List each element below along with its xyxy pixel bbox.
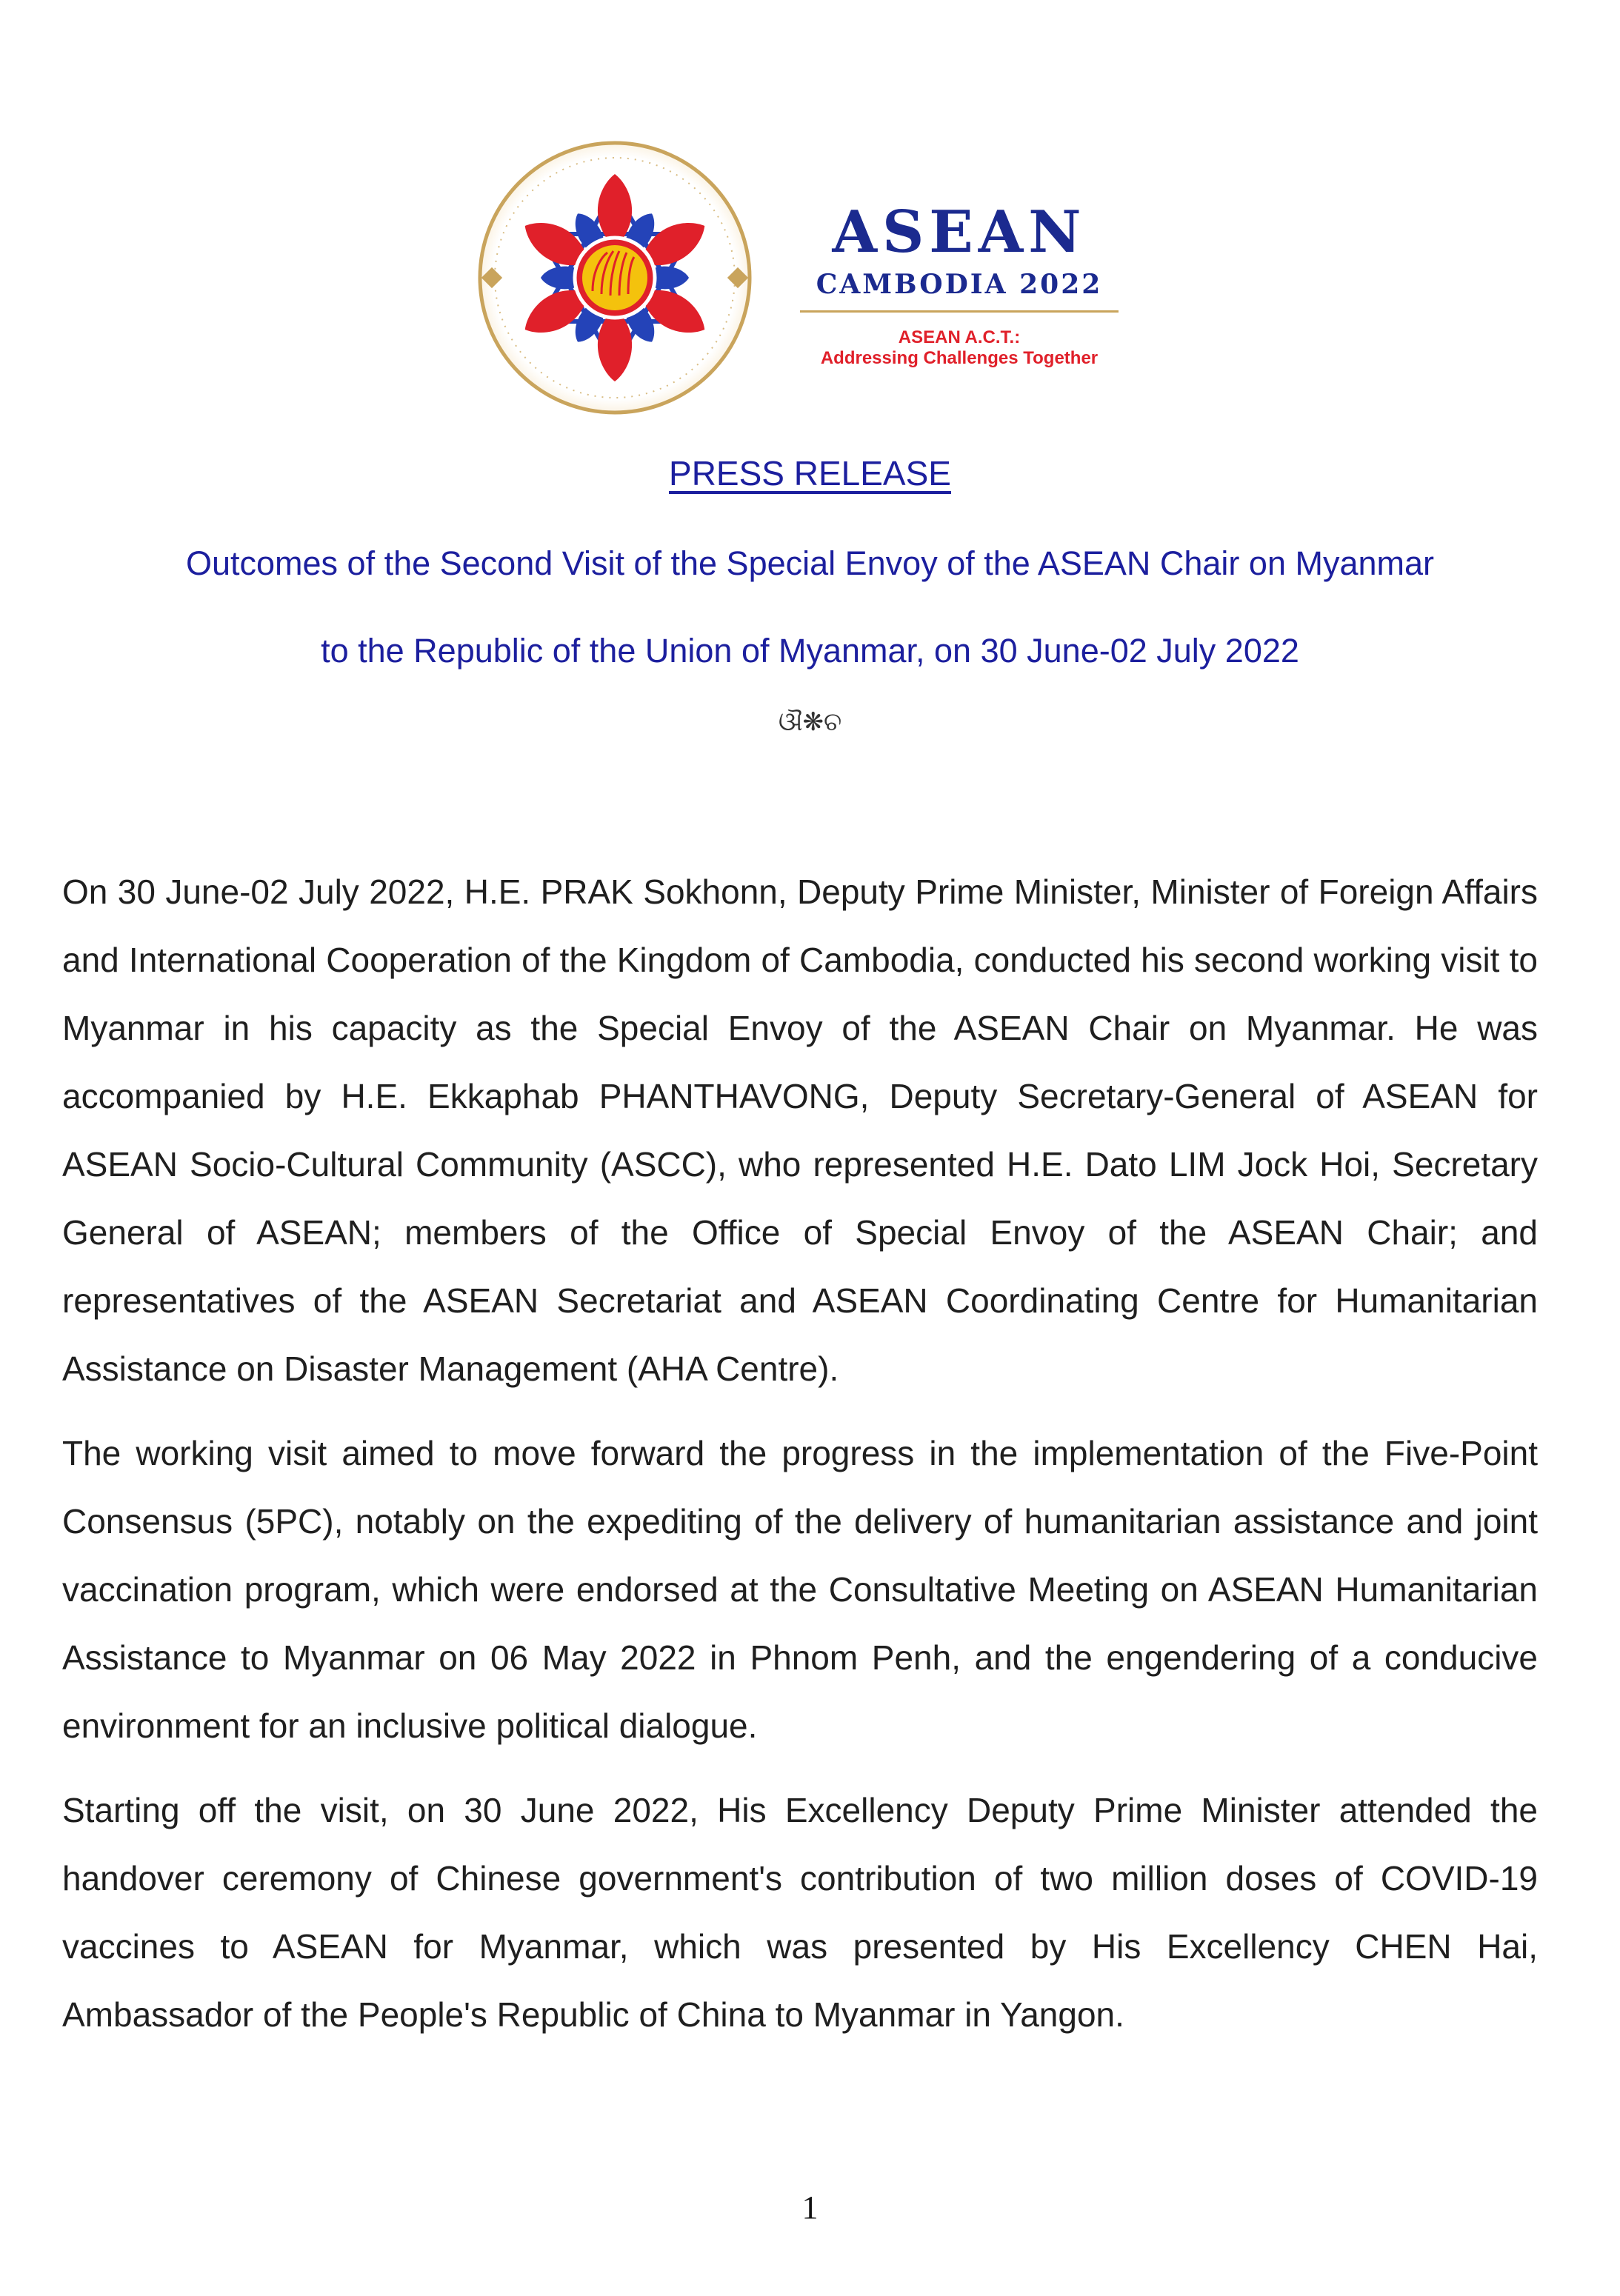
page-number: 1 — [801, 2189, 819, 2226]
document-title-line1: Outcomes of the Second Visit of the Special Envoy of the ASEAN Chair on Myanmar — [185, 544, 1435, 582]
paragraph-1: On 30 June-02 July 2022, H.E. PRAK Sokhonn, Deputy Prime Minister, Minister of Foreign Affairs and International Cooperation of the Kingdom of Cambodia, conducted his second working visit to Myanmar in his capacity as the Special Envoy of the ASEAN Chair on Myanmar. He was accompanied by H.E. Ekkaphab PHANTHAVONG, Deputy Secretary-General of ASEAN for ASEAN Socio-Cultural Community (ASCC), who represented H.E. Dato LIM Jock Hoi, Secretary General of ASEAN; members of the Office of Special Envoy of the ASEAN Chair; and representatives of the ASEAN Secretariat and ASEAN Coordinating Centre for Humanitarian Assistance on Disaster Management (AHA Centre). — [62, 872, 1538, 1388]
paragraph-2: The working visit aimed to move forward the progress in the implementation of the Five-Point Consensus (5PC), notably on the expediting of the delivery of humanitarian assistance and joint vaccination program, which were endorsed at the Consultative Meeting on ASEAN Humanitarian Assistance to Myanmar on 06 May 2022 in Phnom Penh, and the engendering of a conducive environment for an inclusive political dialogue. — [62, 1434, 1538, 1745]
asean-cambodia-emblem — [474, 137, 756, 418]
brand-theme-line1: ASEAN A.C.T.: — [898, 327, 1021, 347]
press-release-label: PRESS RELEASE — [669, 454, 951, 493]
ornament-divider: ଔ❋ଚ — [778, 707, 842, 737]
brand-theme — [800, 327, 1119, 368]
brand-country: CAMBODIA 2022 — [800, 269, 1119, 313]
brand-name: ASEAN — [832, 198, 1087, 266]
document-title-line2: to the Republic of the Union of Myanmar, on 30 June-02 July 2022 — [321, 632, 1299, 670]
paragraph-3: Starting off the visit, on 30 June 2022, His Excellency Deputy Prime Minister attended the handover ceremony of Chinese government's contribution of two million doses of COVID-19 vaccines to ASEAN for Myanmar, which was presented by His Excellency CHEN Hai, Ambassador of the People's Republic of China to Myanmar in Yangon. — [62, 1791, 1538, 2034]
press-release-body — [62, 858, 1538, 2065]
brand-theme-line2: Addressing Challenges Together — [820, 347, 1099, 368]
lotus-emblem-icon — [474, 137, 756, 418]
brand-block — [800, 198, 1119, 368]
